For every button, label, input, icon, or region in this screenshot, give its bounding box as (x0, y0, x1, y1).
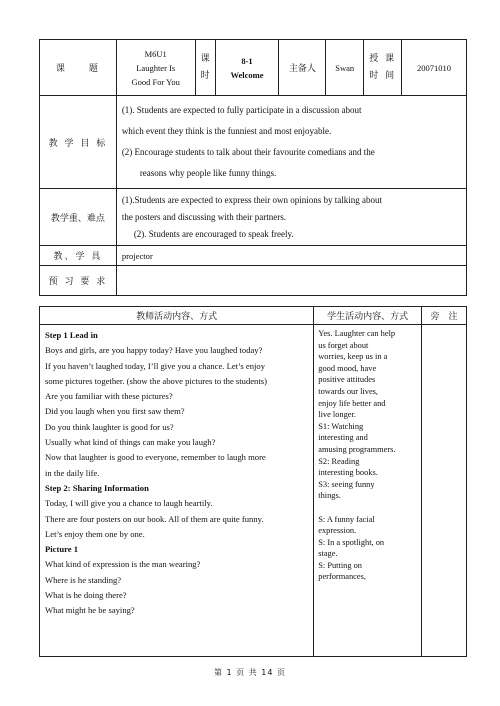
student-line: worries, keep us in a (318, 352, 388, 362)
key-points-content (116, 189, 466, 246)
goals-line: (1). Students are expected to fully participate in a discussion about (121, 105, 362, 115)
teacher-line: If you haven’t laughed today, I’ll give you a chance. Let’s enjoy (45, 360, 266, 371)
key-points-line: the posters and discussing with their partners. (121, 211, 287, 222)
student-line: S2: Reading (318, 456, 360, 466)
student-line: S: A funny facial (318, 514, 375, 524)
date-label-line: 时 间 (369, 70, 397, 81)
page-footer: 第 1 页 共 14 页 (214, 668, 286, 677)
teacher-line: Where is he standing? (45, 574, 122, 585)
student-lines (318, 328, 417, 583)
student-line: amusing programmers. (318, 444, 396, 454)
lesson-header-table (39, 39, 467, 296)
teacher-line: There are four posters on our book. All of them are quite funny. (45, 513, 264, 524)
activities-table (39, 306, 467, 657)
aids-label: 教、学 具 (40, 246, 117, 266)
teacher-activities (40, 325, 314, 657)
teacher-line: Boys and girls, are you happy today? Have you laughed today? (45, 345, 263, 356)
student-line: live longer. (318, 410, 356, 420)
date-label-line: 授 课 (369, 53, 397, 64)
student-line: Yes. Laughter can help (318, 329, 396, 338)
student-line: interesting and (318, 433, 368, 443)
student-line: S1: Watching (318, 421, 364, 431)
student-line: enjoy life better and (318, 398, 386, 408)
teacher-lines (45, 328, 308, 619)
period-label-line: 课 (200, 53, 210, 64)
teacher-line: What kind of expression is the man wearing? (45, 559, 201, 570)
student-line: S: In a spotlight, on (318, 537, 385, 547)
step-heading: Step 1 Lead in (45, 330, 98, 340)
student-line: positive attitudes (318, 375, 376, 385)
student-line: S: Putting on (318, 560, 362, 570)
teacher-line: Now that laughter is good to everyone, remember to laugh more (45, 452, 266, 463)
goals-line: (2) Encourage students to talk about their favourite comedians and the (121, 147, 375, 157)
course-label: 课 题 (40, 40, 117, 96)
student-line: S3: seeing funny (318, 479, 375, 489)
student-line: things. (318, 491, 341, 501)
period-label (195, 40, 215, 96)
student-column-header: 学生活动内容、方式 (314, 307, 422, 325)
teacher-line: Let’s enjoy them one by one. (45, 528, 145, 539)
goals-label: 教 学 目 标 (40, 96, 117, 189)
aids-value: projector (116, 246, 466, 266)
notes-column-header: 旁 注 (422, 307, 467, 325)
student-line: performances, (318, 572, 366, 582)
student-line: good mood, have (318, 363, 377, 373)
period-value (215, 40, 279, 96)
preparer-value: Swan (326, 40, 364, 96)
key-points-line: (1).Students are expected to express their own opinions by talking about (121, 194, 383, 205)
period-value-line: 8-1 (241, 55, 253, 66)
preparer-label: 主备人 (279, 40, 326, 96)
teacher-line: in the daily life. (45, 467, 100, 478)
period-value-line: Welcome (230, 69, 264, 80)
student-activities (314, 325, 422, 657)
step-heading: Picture 1 (45, 544, 79, 555)
preview-label: 预 习 要 求 (40, 266, 117, 296)
teacher-line: Usually what kind of things can make you laugh? (45, 437, 216, 448)
student-line: expression. (318, 526, 357, 536)
course-title-line: Laughter Is (136, 62, 176, 73)
notes-cell (422, 325, 467, 657)
teacher-line: Do you think laughter is good for us? (45, 421, 174, 432)
teacher-line: Today, I will give you a chance to laugh heartily. (45, 498, 213, 509)
teacher-line: What is he doing there? (45, 590, 127, 601)
date-label (364, 40, 402, 96)
date-value: 20071010 (402, 40, 467, 96)
key-points-line: (2). Students are encouraged to speak freely. (133, 228, 294, 239)
student-line: interesting books. (318, 468, 378, 478)
teacher-column-header: 教师活动内容、方式 (40, 307, 314, 325)
goals-content (116, 96, 466, 189)
goals-line: which event they think is the funniest and most enjoyable. (121, 126, 332, 136)
teacher-line: Are you familiar with these pictures? (45, 391, 173, 402)
student-line: stage. (318, 549, 338, 559)
goals-line: reasons why people like funny things. (139, 168, 277, 178)
key-points-label: 教学重、难点 (40, 189, 117, 246)
course-title-line: M6U1 (144, 48, 167, 59)
student-line: towards our lives, (318, 386, 379, 396)
student-line (318, 502, 417, 514)
student-line: us forget about (318, 340, 369, 350)
teacher-line: What might he be saying? (45, 605, 135, 616)
step-heading: Step 2: Sharing Information (45, 482, 149, 493)
period-label-line: 时 (200, 70, 210, 81)
teacher-line: some pictures together. (show the above pictures to the students) (45, 375, 267, 386)
course-title (116, 40, 195, 96)
course-title-line: Good For You (131, 76, 180, 87)
preview-value (116, 266, 466, 296)
teacher-line: Did you laugh when you first saw them? (45, 406, 185, 417)
